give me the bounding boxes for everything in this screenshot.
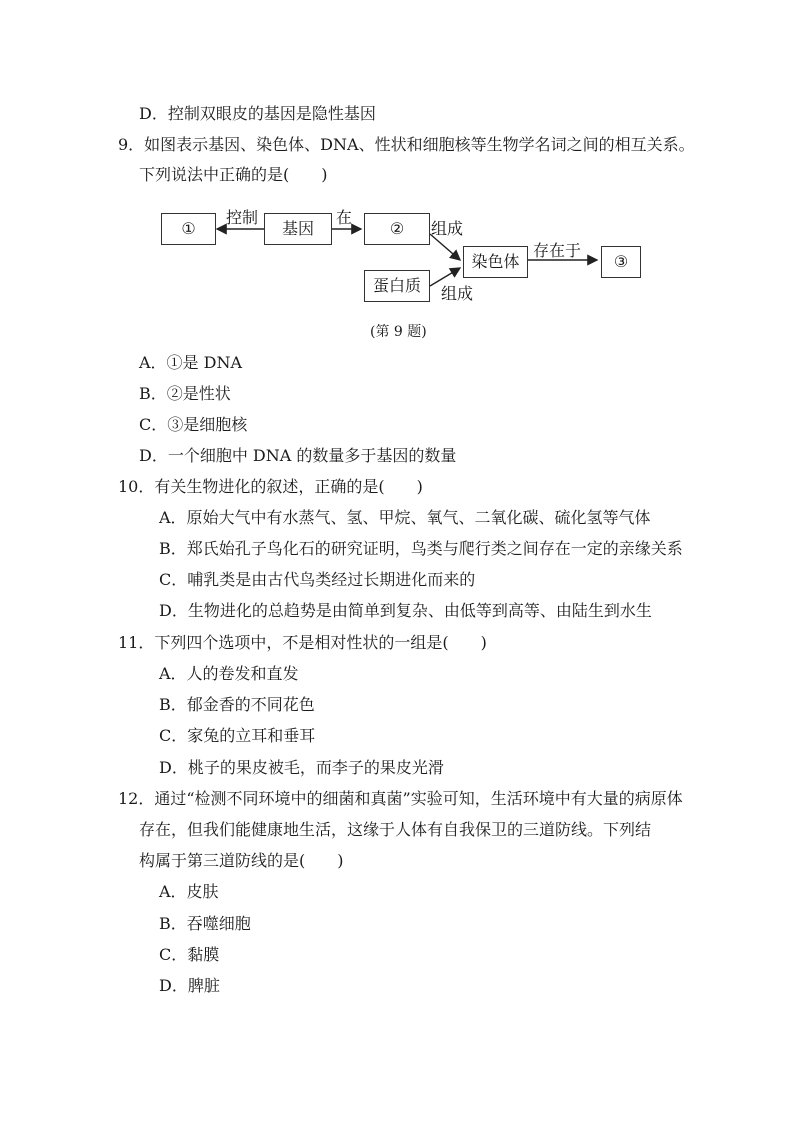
- label-compose-bottom: 组成: [441, 284, 474, 303]
- q12-option-b: B．吞噬细胞: [159, 914, 251, 933]
- diagram-box-protein: 蛋白质: [364, 270, 430, 302]
- q8-option-d: D．控制双眼皮的基因是隐性基因: [139, 104, 376, 123]
- q10-stem: 10．有关生物进化的叙述，正确的是( ): [118, 477, 423, 496]
- label-in: 在: [336, 208, 353, 227]
- q12-stem-line2: 存在，但我们能健康地生活，这缘于人体有自我保卫的三道防线。下列结: [139, 820, 652, 839]
- diagram-box-chromosome: 染色体: [463, 246, 528, 278]
- q10-option-b: B．郑氏始孔子鸟化石的研究证明，鸟类与爬行类之间存在一定的亲缘关系: [159, 539, 683, 558]
- q11-option-a: A．人的卷发和直发: [159, 664, 299, 683]
- label-exist-in: 存在于: [533, 241, 582, 260]
- q11-option-c: C．家兔的立耳和垂耳: [159, 726, 316, 745]
- q12-option-a: A．皮肤: [159, 882, 219, 901]
- q9-caption: (第 9 题): [370, 324, 427, 340]
- label-compose-top: 组成: [431, 219, 464, 238]
- q9-option-b: B．②是性状: [139, 384, 231, 403]
- q9-option-c: C．③是细胞核: [139, 415, 248, 434]
- diagram-box-gene: 基因: [264, 213, 332, 245]
- q11-stem: 11．下列四个选项中，不是相对性状的一组是( ): [118, 633, 487, 652]
- label-control: 控制: [226, 208, 259, 227]
- q9-option-d: D．一个细胞中 DNA 的数量多于基因的数量: [139, 446, 457, 465]
- q9-stem-line1: 9．如图表示基因、染色体、DNA、性状和细胞核等生物学名词之间的相互关系。: [118, 135, 695, 154]
- q10-option-c: C．哺乳类是由古代鸟类经过长期进化而来的: [159, 570, 476, 589]
- q9-diagram: [150, 198, 650, 308]
- q9-option-a: A．①是 DNA: [139, 353, 243, 372]
- q11-option-b: B．郁金香的不同花色: [159, 695, 315, 714]
- q9-stem-line2: 下列说法中正确的是( ): [139, 165, 328, 184]
- q12-option-d: D．脾脏: [159, 976, 220, 995]
- diagram-box-2: ②: [364, 213, 430, 245]
- q10-option-d: D．生物进化的总趋势是由简单到复杂、由低等到高等、由陆生到水生: [159, 601, 652, 620]
- q12-stem-line3: 构属于第三道防线的是( ): [139, 851, 344, 870]
- q12-stem-line1: 12．通过“检测不同环境中的细菌和真菌”实验可知，生活环境中有大量的病原体: [118, 789, 683, 808]
- q11-option-d: D．桃子的果皮被毛，而李子的果皮光滑: [159, 758, 444, 777]
- diagram-box-1: ①: [161, 213, 216, 245]
- q12-option-c: C．黏膜: [159, 945, 220, 964]
- q10-option-a: A．原始大气中有水蒸气、氢、甲烷、氧气、二氧化碳、硫化氢等气体: [159, 508, 651, 527]
- diagram-box-3: ③: [601, 246, 641, 278]
